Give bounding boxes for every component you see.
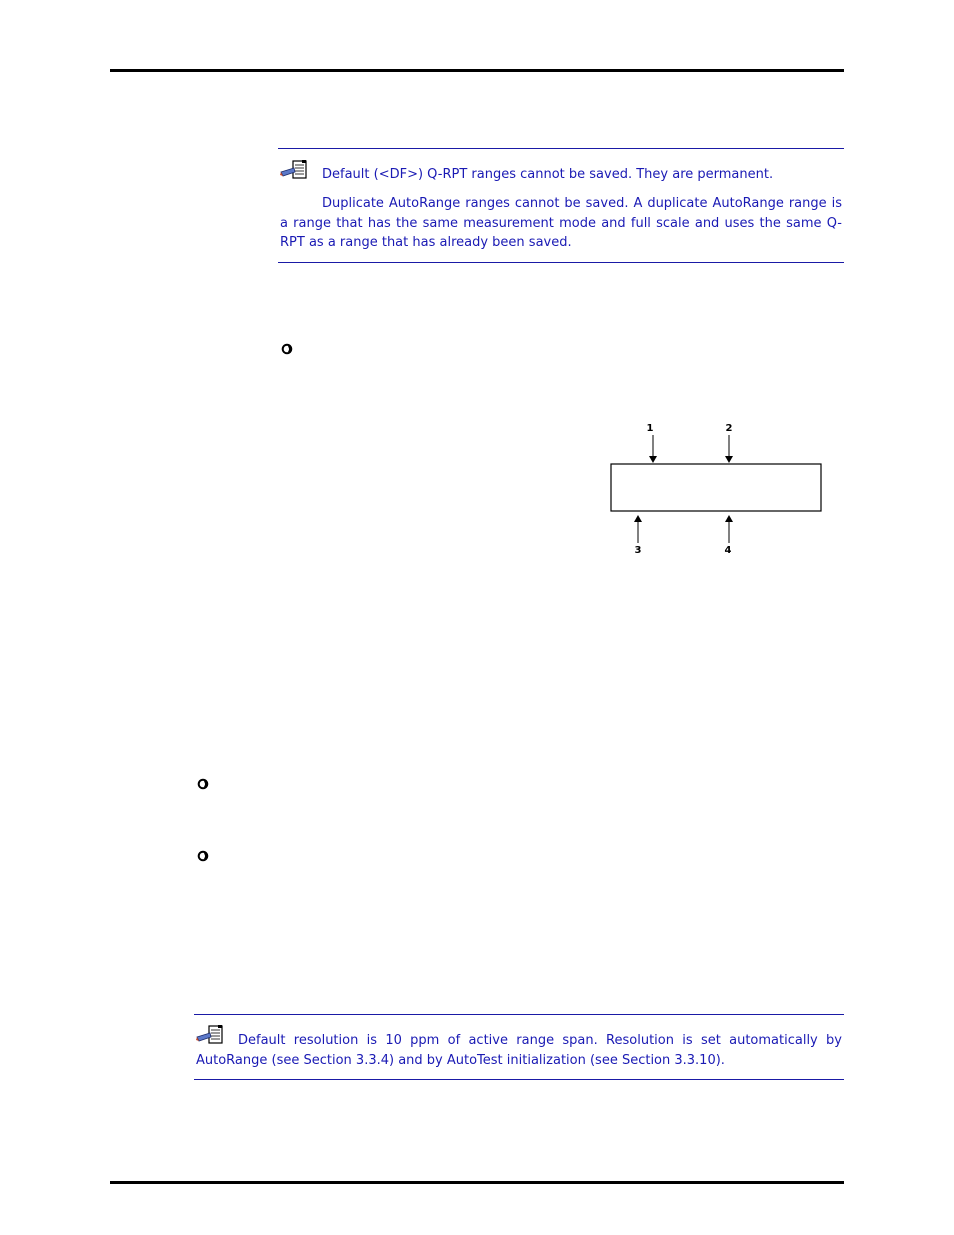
callout-label-1: 1 (646, 423, 654, 434)
hollow-bullet-icon (281, 340, 293, 352)
note-pad-icon (280, 160, 308, 180)
hollow-bullet-icon (197, 775, 209, 787)
note-box-default-resolution (194, 1014, 844, 1080)
note-text-default-resolution: Default resolution is 10 ppm of active range span. Resolution is set automatically by AutoRange (see Section 3.3.4) and by AutoTest initialization (see Section 3.3.10). (196, 1033, 842, 1068)
display-box (611, 464, 821, 511)
note-text-default-ranges: Default (<DF>) Q-RPT ranges cannot be saved. They are permanent. (322, 167, 774, 182)
footer-rule (110, 1181, 844, 1184)
callout-label-4: 4 (724, 545, 732, 556)
callout-label-2: 2 (725, 423, 733, 434)
callout-arrowhead-1 (649, 456, 657, 463)
hollow-bullet-icon (197, 847, 209, 859)
header-rule (110, 69, 844, 72)
callout-arrowhead-2 (725, 456, 733, 463)
callout-label-3: 3 (634, 545, 642, 556)
display-callout-diagram (600, 416, 832, 562)
note-box-q-rpt-ranges (278, 148, 844, 263)
note-text-duplicate-autorange: Duplicate AutoRange ranges cannot be saved. A duplicate AutoRange range is a range that has the same measurement mode and full scale and uses the same Q-RPT as a range that has already been saved. (280, 196, 842, 250)
